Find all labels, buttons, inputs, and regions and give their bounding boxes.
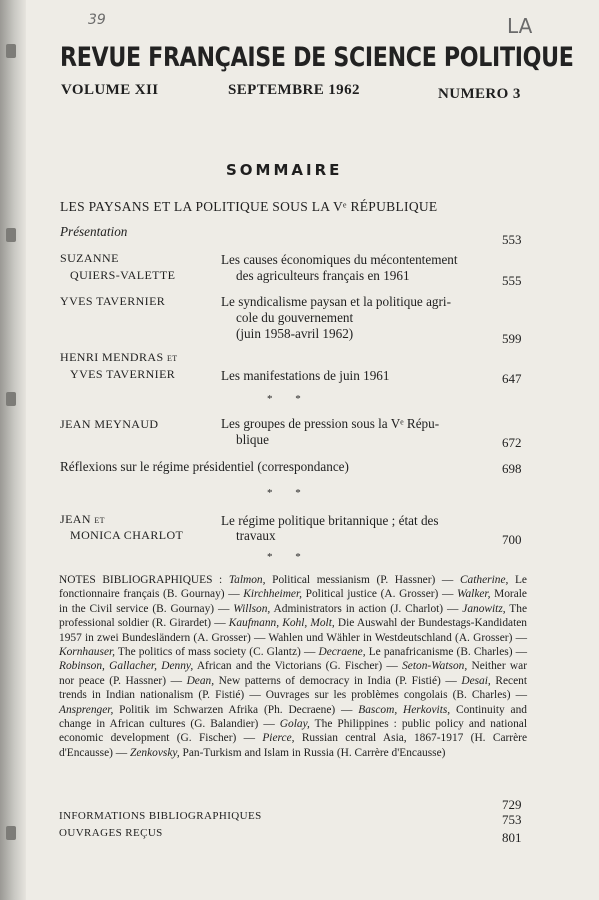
binding-hole [6, 228, 16, 242]
section-separator: * * [267, 393, 311, 405]
notes-label: NOTES BIBLIOGRAPHIQUES : [59, 574, 223, 586]
note-author: Kaufmann, Kohl, Molt, [228, 617, 335, 630]
entry-author: JEAN et [60, 512, 105, 526]
entry-author: YVES TAVERNIER [70, 367, 176, 381]
note-author: Walker, [457, 588, 491, 601]
entry-title-line: blique [236, 432, 269, 447]
entry-title-line: Réflexions sur le régime présidentiel (correspondance) [60, 459, 349, 474]
note-text: African and the Victorians (G. Fischer) — [193, 660, 403, 673]
note-author: Kirchheimer, [243, 588, 302, 601]
entry-author: MONICA CHARLOT [70, 528, 184, 542]
note-author: Dean, [186, 674, 215, 687]
entry-title-line: Les groupes de pression sous la Vᵉ Répu- [221, 416, 440, 431]
page-number: 672 [502, 435, 522, 450]
entry-title-line: des agriculteurs français en 1961 [236, 268, 410, 283]
note-text: Neither war nor peace (P. Hassner) — [59, 660, 527, 687]
note-text: Administrators in action (J. Charlot) — [270, 602, 463, 615]
notes-bibliographiques [59, 573, 527, 760]
entry-title-line: Le régime politique britannique ; état des [221, 513, 439, 528]
note-author: Golay, [279, 718, 310, 731]
entry-title-line: Le syndicalisme paysan et la politique agri- [221, 294, 451, 309]
binding-edge [0, 0, 26, 900]
note-author: Pierce, [262, 732, 295, 745]
sommaire-heading: SOMMAIRE [226, 161, 343, 179]
note-text: Die Auswahl der Bundestags-Kandidaten 1957 in zwei Bundesländern (A. Grosser) — Wahlen und Wähler in Westdeutschland (A. Grosser) — [59, 617, 527, 644]
entry-title-line: travaux [236, 528, 276, 543]
section-title: LES PAYSANS ET LA POLITIQUE SOUS LA Vᵉ RÉPUBLIQUE [60, 199, 438, 214]
entry-author: QUIERS-VALETTE [70, 268, 176, 282]
entry-author: HENRI MENDRAS et [60, 350, 178, 364]
note-author: Desai, [461, 674, 491, 687]
ouvrages-label: OUVRAGES REÇUS [59, 827, 163, 839]
note-text: Political messianism (P. Hassner) — [265, 574, 460, 586]
note-text: Political justice (A. Grosser) — [302, 588, 458, 601]
notes-list [59, 574, 527, 759]
page-number: 553 [502, 232, 522, 247]
note-text: Morale in the Civil service (B. Gournay) — [59, 588, 527, 615]
issue-number: NUMERO 3 [438, 86, 521, 102]
note-text: Politik im Schwarzen Afrika (Ph. Decraene) — [113, 703, 359, 716]
note-author: Robinson, Gallacher, Denny, [59, 660, 194, 673]
binding-hole [6, 826, 16, 840]
page-number: 599 [502, 331, 522, 346]
binding-hole [6, 44, 16, 58]
note-text: Recent trends in Indian nationalism (P. Fistié) — Ouvrages sur les problèmes congolais (B. Charles) — [59, 674, 527, 702]
issue-date: SEPTEMBRE 1962 [228, 82, 360, 98]
note-author: Catherine, [459, 574, 509, 586]
note-author: Bascom, Herkovits, [358, 703, 451, 716]
page-number: 555 [502, 273, 522, 288]
note-author: Janowitz, [462, 602, 506, 615]
note-text: The Philippines : public policy and national economic development (G. Fischer) — [59, 718, 527, 745]
entry-title-line: (juin 1958-avril 1962) [236, 326, 354, 341]
section-separator: * * [267, 487, 311, 499]
entry-author: SUZANNE [60, 251, 119, 265]
note-text: Le panafricanisme (B. Charles) — [365, 646, 527, 659]
page-number: 753 [502, 812, 522, 827]
page-number: 801 [502, 830, 522, 845]
note-text: New patterns of democracy in India (P. Fistié) — [214, 674, 462, 687]
note-author: Zenkovsky, [130, 746, 180, 759]
note-author: Kornhauser, [59, 646, 116, 659]
entry-author: YVES TAVERNIER [60, 294, 166, 308]
page-number: 698 [502, 461, 522, 476]
note-text: Pan-Turkism and Islam in Russia (H. Carrère d'Encausse) [179, 746, 446, 759]
note-text: Continuity and change in African cultures (G. Balandier) — [59, 703, 527, 731]
presentation-label: Présentation [60, 224, 128, 239]
handwritten-note-left: 39 [88, 12, 106, 28]
informations-label: INFORMATIONS BIBLIOGRAPHIQUES [59, 810, 262, 822]
note-text: Le fonctionnaire français (B. Gournay) — [59, 574, 527, 601]
handwritten-note-right: LA [507, 14, 533, 38]
note-author: Decraene, [318, 646, 366, 659]
volume-label: VOLUME XII [61, 82, 159, 98]
note-author: Seton-Watson, [402, 660, 468, 673]
note-text: The professional soldier (R. Girardet) — [59, 602, 528, 630]
entry-title-line: cole du gouvernement [236, 310, 354, 325]
entry-title-line: Les manifestations de juin 1961 [221, 368, 390, 383]
journal-title: REVUE FRANÇAISE DE SCIENCE POLITIQUE [60, 42, 574, 73]
page-number: 729 [502, 797, 522, 812]
note-author: Talmon, [228, 574, 266, 586]
binding-hole [6, 392, 16, 406]
section-separator: * * [267, 551, 311, 563]
entry-title-line: Les causes économiques du mécontentement [221, 252, 458, 267]
note-author: Ansprenger, [59, 703, 114, 716]
note-text: Russian central Asia, 1867-1917 (H. Carrère d'Encausse) — [59, 732, 527, 759]
note-author: Willson, [233, 602, 271, 615]
entry-author: JEAN MEYNAUD [60, 417, 159, 431]
page-number: 700 [502, 532, 522, 547]
page-number: 647 [502, 371, 522, 386]
note-text: The politics of mass society (C. Glantz) — [115, 646, 319, 659]
